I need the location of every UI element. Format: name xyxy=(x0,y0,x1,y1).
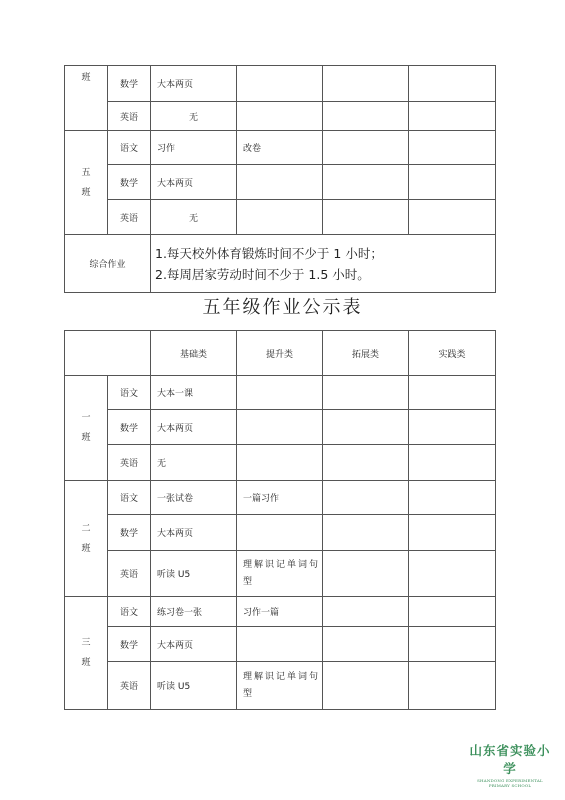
extend-cell xyxy=(323,66,409,102)
header-practice: 实践类 xyxy=(409,331,496,376)
basic-cell: 大本两页 xyxy=(151,515,237,551)
practice-cell xyxy=(409,410,496,445)
comprehensive-label: 综合作业 xyxy=(65,235,151,293)
note-line-2: 2.每周居家劳动时间不少于 1.5 小时。 xyxy=(155,266,370,282)
basic-cell: 大本两页 xyxy=(151,165,237,200)
header-improve: 提升类 xyxy=(237,331,323,376)
practice-cell xyxy=(409,481,496,515)
table-row xyxy=(65,515,496,551)
improve-cell xyxy=(237,376,323,410)
subject-cell: 数学 xyxy=(108,410,151,445)
practice-cell xyxy=(409,165,496,200)
comprehensive-notes xyxy=(151,235,496,293)
subject-cell: 语文 xyxy=(108,376,151,410)
page-title: 五年级作业公示表 xyxy=(202,297,363,318)
extend-cell xyxy=(323,551,409,597)
grade-five-homework-table xyxy=(64,330,496,710)
table-row xyxy=(65,662,496,710)
table-row xyxy=(65,200,496,235)
extend-cell xyxy=(323,481,409,515)
practice-cell xyxy=(409,597,496,627)
extend-cell xyxy=(323,410,409,445)
practice-cell xyxy=(409,200,496,235)
table-row xyxy=(65,376,496,410)
extend-cell xyxy=(323,662,409,710)
class-label: 五 班 xyxy=(65,131,108,235)
basic-cell: 听读 U5 xyxy=(151,551,237,597)
basic-cell: 大本两页 xyxy=(151,627,237,662)
basic-cell: 无 xyxy=(151,200,237,235)
subject-cell: 数学 xyxy=(108,66,151,102)
subject-cell: 英语 xyxy=(108,662,151,710)
table-row xyxy=(65,627,496,662)
class-label: 班 xyxy=(65,66,108,131)
table-row xyxy=(65,66,496,102)
improve-cell xyxy=(237,445,323,481)
header-row xyxy=(65,331,496,376)
table-row xyxy=(65,131,496,165)
school-logo-english: SHANDONG EXPERIMENTAL PRIMARY SCHOOL xyxy=(477,778,543,788)
practice-cell xyxy=(409,445,496,481)
basic-cell: 大本两页 xyxy=(151,410,237,445)
basic-cell: 听读 U5 xyxy=(151,662,237,710)
improve-cell: 理解识记单词句型 xyxy=(237,662,323,710)
header-basic: 基础类 xyxy=(151,331,237,376)
practice-cell xyxy=(409,376,496,410)
practice-cell xyxy=(409,662,496,710)
corner-cell xyxy=(65,331,151,376)
continued-homework-table xyxy=(64,65,496,293)
basic-cell: 大本两页 xyxy=(151,66,237,102)
extend-cell xyxy=(323,102,409,131)
class-label: 二 班 xyxy=(65,481,108,597)
extend-cell xyxy=(323,131,409,165)
basic-cell: 无 xyxy=(151,102,237,131)
improve-cell xyxy=(237,66,323,102)
basic-cell: 练习卷一张 xyxy=(151,597,237,627)
improve-cell: 理解识记单词句型 xyxy=(237,551,323,597)
table-row xyxy=(65,597,496,627)
improve-cell: 一篇习作 xyxy=(237,481,323,515)
header-extend: 拓展类 xyxy=(323,331,409,376)
table-row xyxy=(65,481,496,515)
table-row xyxy=(65,102,496,131)
subject-cell: 语文 xyxy=(108,597,151,627)
extend-cell xyxy=(323,376,409,410)
practice-cell xyxy=(409,551,496,597)
class-label: 一 班 xyxy=(65,376,108,481)
improve-cell xyxy=(237,627,323,662)
practice-cell xyxy=(409,131,496,165)
subject-cell: 语文 xyxy=(108,131,151,165)
subject-cell: 数学 xyxy=(108,627,151,662)
subject-cell: 英语 xyxy=(108,102,151,131)
class-label: 三 班 xyxy=(65,597,108,710)
improve-cell xyxy=(237,102,323,131)
improve-cell: 改卷 xyxy=(237,131,323,165)
subject-cell: 数学 xyxy=(108,515,151,551)
table-row xyxy=(65,410,496,445)
school-logo xyxy=(467,741,553,788)
improve-cell xyxy=(237,200,323,235)
basic-cell: 习作 xyxy=(151,131,237,165)
note-line-1: 1.每天校外体育锻炼时间不少于 1 小时； xyxy=(155,245,383,261)
extend-cell xyxy=(323,200,409,235)
table-row xyxy=(65,445,496,481)
basic-cell: 大本一课 xyxy=(151,376,237,410)
practice-cell xyxy=(409,627,496,662)
subject-cell: 英语 xyxy=(108,551,151,597)
basic-cell: 无 xyxy=(151,445,237,481)
improve-cell xyxy=(237,410,323,445)
subject-cell: 英语 xyxy=(108,200,151,235)
extend-cell xyxy=(323,627,409,662)
improve-cell xyxy=(237,165,323,200)
improve-cell xyxy=(237,515,323,551)
subject-cell: 英语 xyxy=(108,445,151,481)
basic-cell: 一张试卷 xyxy=(151,481,237,515)
practice-cell xyxy=(409,515,496,551)
subject-cell: 数学 xyxy=(108,165,151,200)
table-row xyxy=(65,165,496,200)
practice-cell xyxy=(409,66,496,102)
extend-cell xyxy=(323,445,409,481)
practice-cell xyxy=(409,102,496,131)
school-logo-name: 山东省实验小学 xyxy=(469,743,551,776)
comprehensive-row xyxy=(65,235,496,293)
improve-cell: 习作一篇 xyxy=(237,597,323,627)
extend-cell xyxy=(323,515,409,551)
extend-cell xyxy=(323,597,409,627)
table-row xyxy=(65,551,496,597)
extend-cell xyxy=(323,165,409,200)
subject-cell: 语文 xyxy=(108,481,151,515)
